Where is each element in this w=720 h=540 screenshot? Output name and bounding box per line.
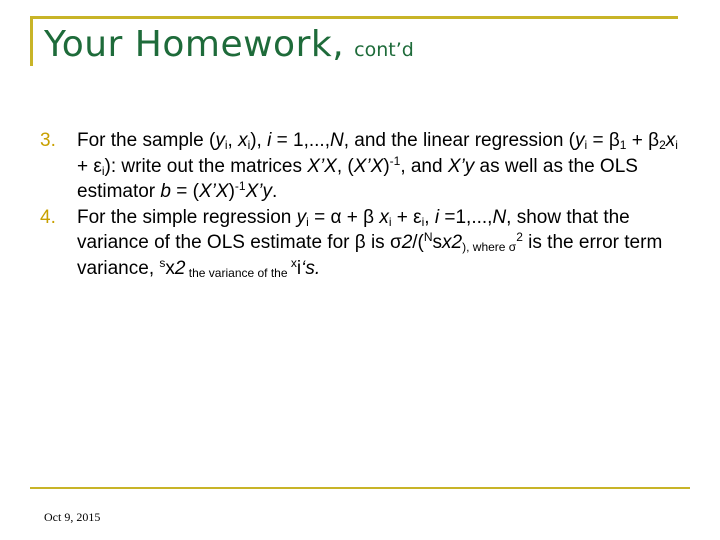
- homework-item-3: [40, 128, 690, 205]
- item-number: 4.: [40, 206, 56, 228]
- frame-left-rule: [30, 16, 33, 66]
- slide-title: [44, 24, 414, 65]
- frame-top-rule: [30, 16, 678, 19]
- footer-date: Oct 9, 2015: [44, 510, 101, 524]
- homework-list: [40, 128, 690, 281]
- slide-title-main: Your Homework,: [44, 24, 345, 65]
- item-text: For the simple regression $y_i = \alpha + \beta$ $x_i + \varepsilon_i$, i =1,...,N, show that the variance of the OLS estimate for β is $\sigma 2/(^Nsx2_{), where \sigma}^2$ is the error term variance, $^s$x2 $_{the variance of the}$ $^x$i‘s.: [77, 206, 663, 280]
- item-text: For the sample ($y_i$, $x_i$), i = 1,...,N, and the linear regression $(y_i = \beta_1 + \beta_2x_i + \varepsilon_i)$: write out the matrices X’X, (X’X)$^{-1}$, and X’y as well as the OLS estimator b = (X’X)$^{-1}$X’y.: [77, 130, 678, 202]
- frame-bottom-rule: [30, 487, 690, 489]
- item-number: 3.: [40, 130, 56, 151]
- homework-item-4: [40, 205, 690, 282]
- slide-title-suffix: cont’d: [354, 39, 414, 61]
